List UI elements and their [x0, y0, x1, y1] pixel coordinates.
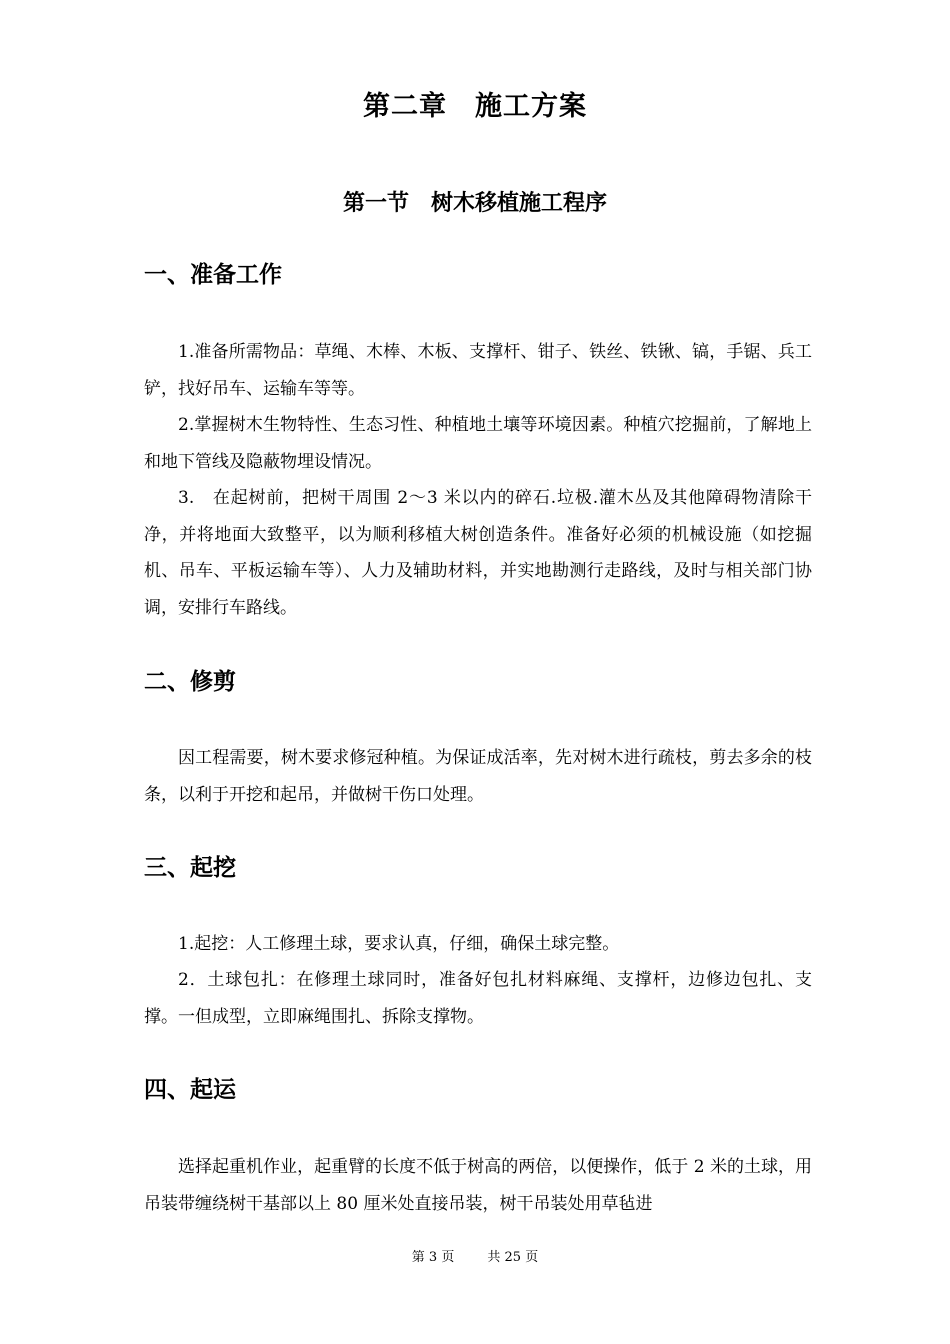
section-title: 第一节 树木移植施工程序 [342, 190, 607, 216]
paragraph-prep-3: 3. 在起树前，把树干周围 2～3 米以内的碎石.垃极.灌木丛及其他障碍物清除干净，并将地面大致整平，以为顺利移植大树创造条件。准备好必须的机械设施（如挖掘机、吊车、平板运输车等）、人力及辅助材料，并实地勘测行走路线，及时与相关部门协调，安排行车路线。 [144, 488, 812, 618]
paragraph-lifting: 选择起重机作业，起重臂的长度不低于树高的两倍，以便操作，低于 2 米的土球，用吊装带缠绕树干基部以上 80 厘米处直接吊装，树干吊装处用草毡进 [144, 1157, 812, 1214]
page-total: 共 25 页 [487, 1250, 539, 1265]
page-number: 第 3 页 [411, 1250, 455, 1265]
paragraph-dig-2: 2．土球包扎：在修理土球同时，准备好包扎材料麻绳、支撑杆，边修边包扎、支撑。一但成型，立即麻绳围扎、拆除支撑物。 [144, 970, 812, 1027]
heading-pruning: 二、修剪 [144, 668, 236, 695]
chapter-title: 第二章 施工方案 [363, 91, 587, 122]
heading-lifting: 四、起运 [144, 1076, 236, 1103]
paragraph-prep-2: 2.掌握树木生物特性、生态习性、种植地土壤等环境因素。种植穴挖掘前，了解地上和地下管线及隐蔽物埋设情况。 [144, 415, 812, 472]
page-footer [0, 1246, 950, 1265]
paragraph-prep-1: 1.准备所需物品：草绳、木棒、木板、支撑杆、钳子、铁丝、铁锹、镐，手锯、兵工铲，找好吊车、运输车等等。 [144, 342, 812, 399]
heading-preparation: 一、准备工作 [144, 261, 282, 288]
paragraph-pruning: 因工程需要，树木要求修冠种植。为保证成活率，先对树木进行疏枝，剪去多余的枝条，以利于开挖和起吊，并做树干伤口处理。 [144, 748, 812, 805]
heading-digging: 三、起挖 [144, 854, 236, 881]
paragraph-dig-1: 1.起挖：人工修理土球，要求认真，仔细，确保土球完整。 [178, 934, 620, 954]
